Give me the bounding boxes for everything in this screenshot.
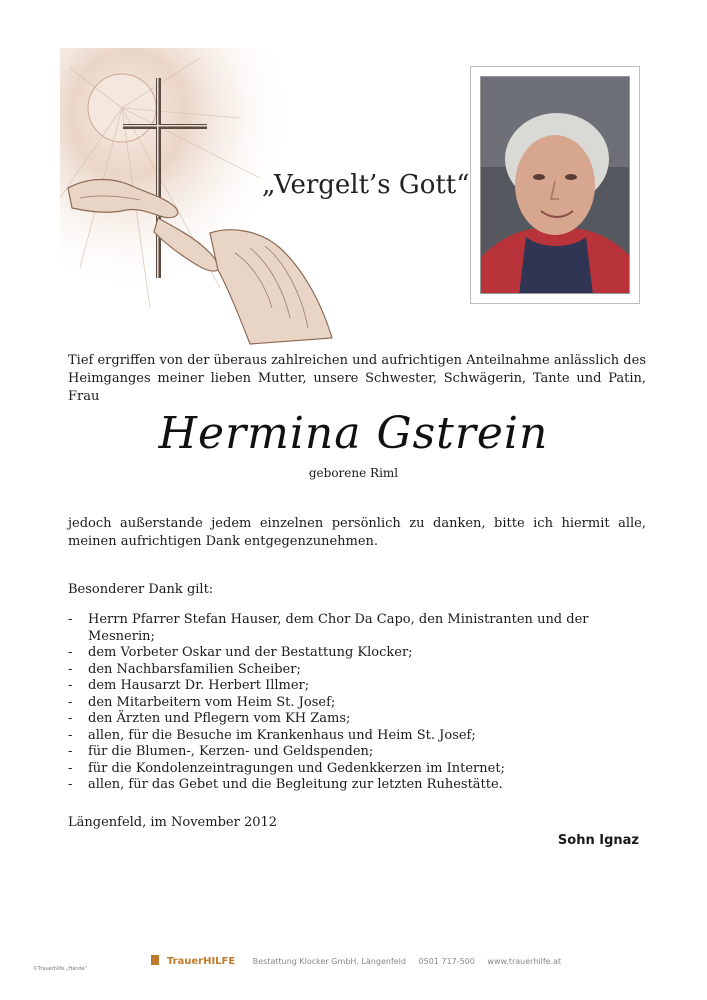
candle-icon — [151, 955, 159, 965]
copyright-notice: ©Trauerhilfe „Hände“ — [33, 966, 88, 972]
signature: Sohn Ignaz — [557, 833, 639, 848]
list-item: - Herrn Pfarrer Stefan Hauser, dem Chor Da Capo, den Ministranten und der Mesnerin; — [68, 612, 589, 644]
brand-logo: TrauerHILFE — [146, 956, 240, 967]
intro-text: Tief ergriffen von der überaus zahlreichen und aufrichtigen Anteilnahme anlässlich des Heimganges meiner lieben Mutter, unsere Schwester, Schwägerin, Tante und Patin, Frau — [68, 353, 646, 404]
list-item: - allen, für das Gebet und die Begleitung zur letzten Ruhestätte. — [68, 777, 503, 792]
motto-heading: „Vergelt’s Gott“ — [262, 170, 470, 200]
list-item: - dem Vorbeter Oskar und der Bestattung Klocker; — [68, 645, 413, 660]
list-item: - den Mitarbeitern vom Heim St. Josef; — [68, 694, 336, 710]
portrait-frame — [470, 66, 640, 304]
portrait-image — [481, 77, 630, 294]
list-item: - dem Hausarzt Dr. Herbert Illmer; — [68, 678, 310, 693]
list-item: - für die Kondolenzeintragungen und Gedenkkerzen im Internet; — [68, 760, 505, 776]
footer — [0, 955, 707, 967]
thanks-text: jedoch außerstande jedem einzelnen persönlich zu danken, bitte ich hiermit alle, meinen aufrichtigen Dank entgegenzunehmen. — [68, 516, 646, 549]
list-item: - den Nachbarsfamilien Scheiber; — [68, 661, 301, 677]
portrait-photo — [480, 76, 630, 294]
place-date: Längenfeld, im November 2012 — [68, 815, 278, 830]
special-thanks-heading: Besonderer Dank gilt: — [68, 582, 214, 597]
list-item: - für die Blumen-, Kerzen- und Geldspenden; — [68, 744, 374, 759]
footer-phone: 0501 717-500 — [418, 957, 475, 966]
list-item: - allen, für die Besuche im Krankenhaus und Heim St. Josef; — [68, 727, 476, 743]
list-item: - den Ärzten und Pflegern vom KH Zams; — [68, 711, 351, 726]
footer-website[interactable]: www.trauerhilfe.at — [487, 957, 562, 966]
maiden-name: geborene Riml — [308, 466, 399, 480]
deceased-name: Hermina Gstrein — [158, 408, 549, 459]
footer-company: Bestattung Klocker GmbH, Längenfeld — [252, 957, 406, 966]
special-thanks-list — [68, 612, 648, 794]
